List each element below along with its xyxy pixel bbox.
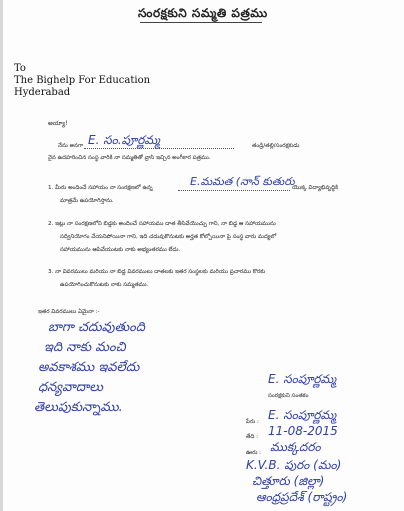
other-details-label: ఇతర వివరములు ఏమైనా :- [38,309,100,315]
item2-line1: 2. ఇట్లు నా సంరక్షణలోని బిడ్డకు అందించే సహాయము దాత తీసివేయొచ్చు గాని, నా బిడ్డ ఆ సహాయమును [48,221,276,227]
guardian-name-line [84,148,234,149]
remark-line: తెలుపుకున్నాము. [34,400,123,415]
salutation: అయ్యా! [48,120,68,127]
intro-line2: నైన ఉదహరించిన సంస్థ వారికి నా సమ్మతితో వ్రాసి ఇచ్చిన అంగీకార పత్రము. [48,155,211,161]
guardian-name-handwritten: E. సం.పూర్ణమ్మ [88,133,160,147]
intro-prefix: నేను అనగా [58,143,84,149]
form-title: సంరక్షకుని సమ్మతి పత్రము [138,6,268,20]
item3-line2: ఉపయోగించుకొనుటకు నాకు సమ్మతము. [60,282,149,288]
scan-edge [0,0,3,511]
item1-line2: మాత్రమే ఉపయోగిస్తాను. [60,198,114,204]
name-value: E. సంపూర్ణమ్మ [268,408,337,422]
remark-line: అవకాశము ఇవలేదు [38,360,140,375]
item2-line2: సద్వినియోగం చేయనిపోయినా గాని, ఇది చదువుకొనుటకు అర్హత కోల్పోయినా పై సంస్థ వారు మద్యలో [60,234,277,240]
signature-label: సంరక్షకుని సంతకం [268,393,309,399]
remark-line: ధన్యవాదాలు [38,380,103,395]
intro-suffix: తండ్రి/తల్లి/సంరక్షకుడు [252,143,300,149]
address-line-handwritten: ఆంధ్రప్రదేశ్ (రాష్ట్రం) [256,490,348,504]
date-value: 11-08-2015 [268,424,338,438]
remark-line: ఇది నాకు మంచి [44,340,126,355]
date-label: తేది : [246,434,258,440]
item2-line3: సహాయమును ఆపివేయుటకు నాకు అభ్యంతరము లేదు. [60,247,181,253]
place-value: ముక్కదరం [270,440,321,454]
title-underline [140,22,262,23]
address-line-handwritten: చిత్తూరు (జిల్లా) [252,474,325,488]
child-name-line [178,190,290,191]
address-org: The Bighelp For Education [14,75,151,86]
address-city: Hyderabad [14,87,71,98]
child-name-handwritten: E.మమత (నాన్ కుతురు [190,175,295,188]
item3-line1: 3. నా వివరములు మరియు నా బిడ్డ వివరములు దాతలకు ఇతర సంస్థలకు మరియు ప్రచారము కొరకు [48,269,266,275]
item1-suffix: యొక్క విద్యాభివృద్ధికి [292,185,339,191]
item1-prefix: 1. మీరు అందించే సహాయం నా సంరక్షణలో ఉన్న [48,185,153,191]
name-label: పేరు : [246,419,259,425]
address-to: To [14,63,26,74]
address-line-handwritten: K.V.B. పురం (మం) [246,458,342,472]
guardian-signature: E. సంపూర్ణమ్మ [268,372,337,386]
place-label: ఊరు : [246,450,262,456]
remark-line: బాగా చదువుతుంది [48,320,145,335]
